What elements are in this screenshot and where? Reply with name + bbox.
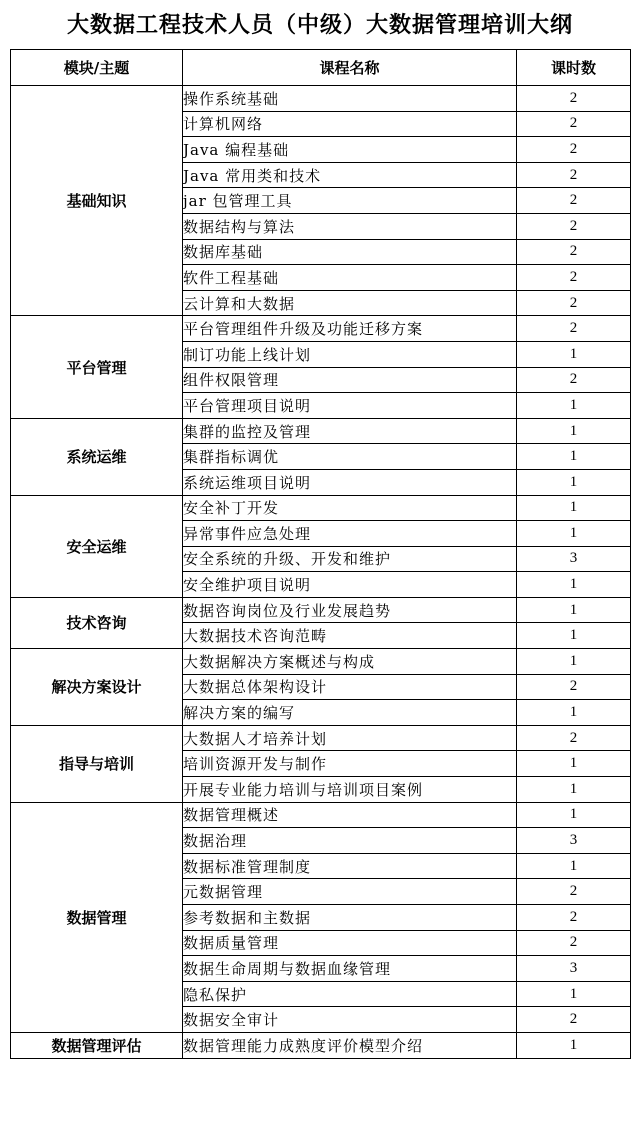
- course-hours: 2: [517, 213, 631, 239]
- course-name: 异常事件应急处理: [183, 521, 517, 547]
- course-name: 数据安全审计: [183, 1007, 517, 1033]
- course-hours: 2: [517, 930, 631, 956]
- course-name: Java 编程基础: [183, 137, 517, 163]
- course-name: 数据质量管理: [183, 930, 517, 956]
- course-hours: 1: [517, 521, 631, 547]
- course-name: 集群指标调优: [183, 444, 517, 470]
- course-hours: 2: [517, 137, 631, 163]
- course-hours: 1: [517, 623, 631, 649]
- course-hours: 1: [517, 393, 631, 419]
- course-hours: 3: [517, 956, 631, 982]
- course-name: 数据治理: [183, 828, 517, 854]
- course-hours: 2: [517, 905, 631, 931]
- course-hours: 1: [517, 1032, 631, 1058]
- syllabus-table: [10, 49, 631, 1059]
- module-name: 系统运维: [11, 418, 183, 495]
- course-name: 安全补丁开发: [183, 495, 517, 521]
- course-hours: 1: [517, 649, 631, 675]
- course-name: 大数据总体架构设计: [183, 674, 517, 700]
- course-hours: 3: [517, 828, 631, 854]
- course-hours: 1: [517, 469, 631, 495]
- course-hours: 1: [517, 418, 631, 444]
- course-hours: 1: [517, 981, 631, 1007]
- course-hours: 2: [517, 162, 631, 188]
- course-hours: 2: [517, 86, 631, 112]
- course-name: 数据库基础: [183, 239, 517, 265]
- course-name: 安全系统的升级、开发和维护: [183, 546, 517, 572]
- course-name: 解决方案的编写: [183, 700, 517, 726]
- course-name: jar 包管理工具: [183, 188, 517, 214]
- table-row: [11, 495, 631, 521]
- course-name: 云计算和大数据: [183, 290, 517, 316]
- table-row: [11, 597, 631, 623]
- course-hours: 2: [517, 239, 631, 265]
- table-row: [11, 649, 631, 675]
- course-name: 开展专业能力培训与培训项目案例: [183, 777, 517, 803]
- course-hours: 1: [517, 597, 631, 623]
- course-name: Java 常用类和技术: [183, 162, 517, 188]
- course-hours: 3: [517, 546, 631, 572]
- course-name: 元数据管理: [183, 879, 517, 905]
- course-name: 系统运维项目说明: [183, 469, 517, 495]
- course-name: 数据管理能力成熟度评价模型介绍: [183, 1032, 517, 1058]
- course-hours: 2: [517, 879, 631, 905]
- course-hours: 1: [517, 341, 631, 367]
- course-name: 制订功能上线计划: [183, 341, 517, 367]
- module-name: 技术咨询: [11, 597, 183, 648]
- course-name: 组件权限管理: [183, 367, 517, 393]
- course-name: 大数据人才培养计划: [183, 725, 517, 751]
- course-hours: 2: [517, 1007, 631, 1033]
- table-row: [11, 725, 631, 751]
- course-name: 大数据解决方案概述与构成: [183, 649, 517, 675]
- module-name: 数据管理评估: [11, 1032, 183, 1058]
- course-name: 数据生命周期与数据血缘管理: [183, 956, 517, 982]
- course-name: 隐私保护: [183, 981, 517, 1007]
- course-hours: 2: [517, 316, 631, 342]
- course-name: 操作系统基础: [183, 86, 517, 112]
- course-name: 参考数据和主数据: [183, 905, 517, 931]
- course-name: 培训资源开发与制作: [183, 751, 517, 777]
- table-row: [11, 316, 631, 342]
- course-hours: 2: [517, 265, 631, 291]
- table-row: [11, 418, 631, 444]
- course-name: 平台管理项目说明: [183, 393, 517, 419]
- course-name: 数据结构与算法: [183, 213, 517, 239]
- course-name: 软件工程基础: [183, 265, 517, 291]
- table-row: [11, 86, 631, 112]
- course-hours: 1: [517, 572, 631, 598]
- table-row: [11, 1032, 631, 1058]
- header-module: 模块/主题: [11, 50, 183, 86]
- header-course: 课程名称: [183, 50, 517, 86]
- course-hours: 2: [517, 725, 631, 751]
- course-hours: 1: [517, 444, 631, 470]
- course-name: 数据管理概述: [183, 802, 517, 828]
- module-name: 指导与培训: [11, 725, 183, 802]
- course-hours: 1: [517, 802, 631, 828]
- module-name: 解决方案设计: [11, 649, 183, 726]
- course-name: 集群的监控及管理: [183, 418, 517, 444]
- course-hours: 1: [517, 751, 631, 777]
- course-hours: 1: [517, 700, 631, 726]
- course-hours: 1: [517, 853, 631, 879]
- course-name: 大数据技术咨询范畴: [183, 623, 517, 649]
- document-title: 大数据工程技术人员（中级）大数据管理培训大纲: [66, 12, 573, 38]
- course-hours: 2: [517, 367, 631, 393]
- course-hours: 1: [517, 495, 631, 521]
- table-body: [11, 86, 631, 1059]
- module-name: 安全运维: [11, 495, 183, 597]
- table-header-row: [11, 50, 631, 86]
- course-name: 数据标准管理制度: [183, 853, 517, 879]
- course-hours: 2: [517, 188, 631, 214]
- module-name: 基础知识: [11, 86, 183, 316]
- course-hours: 2: [517, 111, 631, 137]
- table-row: [11, 802, 631, 828]
- course-hours: 2: [517, 290, 631, 316]
- course-name: 计算机网络: [183, 111, 517, 137]
- header-hours: 课时数: [517, 50, 631, 86]
- course-name: 数据咨询岗位及行业发展趋势: [183, 597, 517, 623]
- course-name: 平台管理组件升级及功能迁移方案: [183, 316, 517, 342]
- course-hours: 2: [517, 674, 631, 700]
- module-name: 平台管理: [11, 316, 183, 418]
- module-name: 数据管理: [11, 802, 183, 1032]
- course-hours: 1: [517, 777, 631, 803]
- course-name: 安全维护项目说明: [183, 572, 517, 598]
